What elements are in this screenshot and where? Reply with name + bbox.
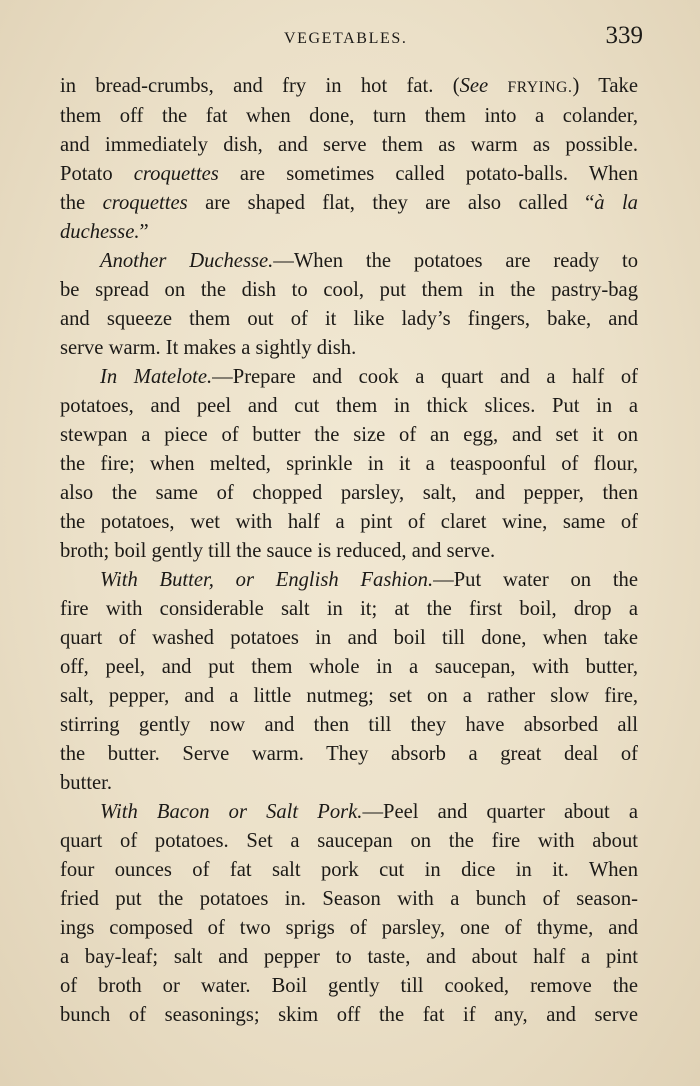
text-line: the potatoes, wet with half a pint of claret wine, same of xyxy=(60,511,638,533)
text-line: the fire; when melted, sprinkle in it a teaspoonful of flour, xyxy=(60,453,638,475)
text-line: Potato croquettes are sometimes called potato-balls. When xyxy=(60,163,638,185)
text-line: also the same of chopped parsley, salt, and pepper, then xyxy=(60,482,638,504)
text-line: fire with considerable salt in it; at the first boil, drop a xyxy=(60,598,638,620)
text-line: fried put the potatoes in. Season with a bunch of season- xyxy=(60,888,638,910)
text-line: bunch of seasonings; skim off the fat if any, and serve xyxy=(60,1004,638,1026)
section-title-with-butter: With Butter, or English Fashion. xyxy=(100,569,434,591)
section-heading-line: In Matelote.—Prepare and cook a quart and a half of xyxy=(100,366,638,388)
text-line: in bread-crumbs, and fry in hot fat. (See FRYING.) Take xyxy=(60,75,638,97)
running-head-title: VEGETABLES. xyxy=(284,30,408,47)
text-line: serve warm. It makes a sightly dish. xyxy=(60,337,357,359)
text-line: quart of washed potatoes in and boil till done, when take xyxy=(60,627,638,649)
text-line: four ounces of fat salt pork cut in dice in it. When xyxy=(60,859,638,881)
text-line: quart of potatoes. Set a saucepan on the fire with about xyxy=(60,830,638,852)
text-line: a bay-leaf; salt and pepper to taste, and about half a pint xyxy=(60,946,638,968)
section-heading-line: With Butter, or English Fashion.—Put water on the xyxy=(100,569,638,591)
section-title-with-bacon: With Bacon or Salt Pork. xyxy=(100,801,363,823)
text-line: stewpan a piece of butter the size of an egg, and set it on xyxy=(60,424,638,446)
page-number: 339 xyxy=(605,22,643,49)
text-line: of broth or water. Boil gently till cooked, remove the xyxy=(60,975,638,997)
text-line: the butter. Serve warm. They absorb a great deal of xyxy=(60,743,638,765)
text-line: the croquettes are shaped flat, they are also called “à la xyxy=(60,192,638,214)
text-line: butter. xyxy=(60,772,113,794)
text-line: off, peel, and put them whole in a saucepan, with butter, xyxy=(60,656,638,678)
text-line: potatoes, and peel and cut them in thick slices. Put in a xyxy=(60,395,638,417)
body-text xyxy=(60,72,638,1030)
text-line: and squeeze them out of it like lady’s fingers, bake, and xyxy=(60,308,638,330)
text-line: broth; boil gently till the sauce is reduced, and serve. xyxy=(60,540,496,562)
text-line: duchesse.” xyxy=(60,221,149,243)
text-line: them off the fat when done, turn them into a colander, xyxy=(60,105,638,127)
section-heading-line: Another Duchesse.—When the potatoes are ready to xyxy=(100,250,639,272)
running-head xyxy=(0,22,700,56)
section-heading-line: With Bacon or Salt Pork.—Peel and quarter about a xyxy=(100,801,638,823)
section-title-another-duchesse: Another Duchesse. xyxy=(100,250,274,272)
text-line: stirring gently now and then till they have absorbed all xyxy=(60,714,638,736)
text-line: salt, pepper, and a little nutmeg; set on a rather slow fire, xyxy=(60,685,638,707)
text-line: and immediately dish, and serve them as warm as possible. xyxy=(60,134,638,156)
section-title-in-matelote: In Matelote. xyxy=(100,366,213,388)
text-line: be spread on the dish to cool, put them in the pastry-bag xyxy=(60,279,638,301)
text-line: ings composed of two sprigs of parsley, one of thyme, and xyxy=(60,917,638,939)
